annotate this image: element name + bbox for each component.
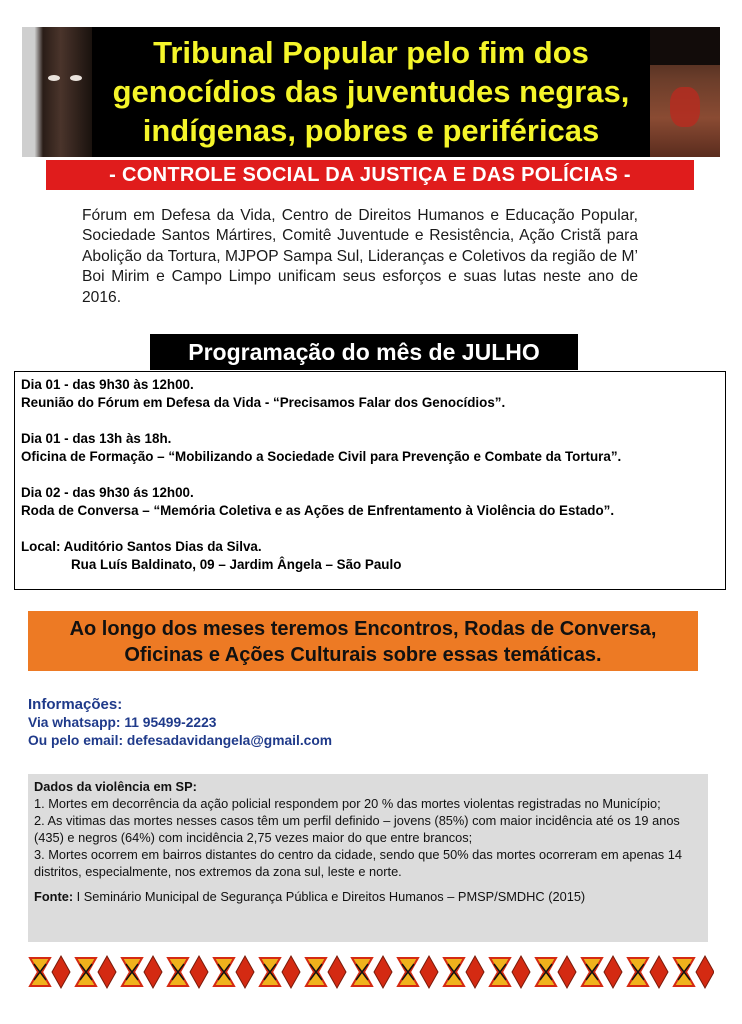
intro-paragraph: Fórum em Defesa da Vida, Centro de Direitos Humanos e Educação Popular, Sociedade Santos Mártires, Comitê Juventude e Resistência, Ação Cristã para Abolição da Tortura, MJPOP Sampa Sul, Lideranças e Coletivos da região de M’ Boi Mirim e Campo Limpo unificam seus esforços e suas lutas neste ano de 2016. bbox=[82, 207, 638, 306]
title-line-2: genocídios das juventudes negras, bbox=[112, 74, 630, 109]
schedule-box bbox=[14, 371, 726, 590]
pattern-shapes bbox=[30, 956, 714, 988]
pattern-diamond bbox=[98, 956, 116, 988]
pattern-diamond bbox=[650, 956, 668, 988]
source-label: Fonte: bbox=[34, 889, 74, 904]
event-item bbox=[21, 430, 719, 466]
highlight-line-1: Ao longo dos meses teremos Encontros, Rodas de Conversa, bbox=[69, 618, 657, 640]
event-address: Rua Luís Baldinato, 09 – Jardim Ângela – São Paulo bbox=[71, 557, 402, 572]
email-contact[interactable]: Ou pelo email: defesadavidangela@gmail.com bbox=[28, 733, 333, 748]
page-title bbox=[92, 33, 650, 150]
data-item-3: 3. Mortes ocorrem em bairros distantes do centro da cidade, sendo que 50% das mortes ocorreram em apenas 14 distritos, especialmente, nos extremos da zona sul, leste e norte. bbox=[34, 847, 682, 879]
program-title: Programação do mês de JULHO bbox=[150, 334, 578, 370]
pattern-diamond bbox=[144, 956, 162, 988]
pattern-diamond bbox=[282, 956, 300, 988]
subtitle-bar: - CONTROLE SOCIAL DA JUSTIÇA E DAS POLÍCIAS - bbox=[46, 160, 694, 190]
pattern-diamond bbox=[328, 956, 346, 988]
event-time: Dia 01 - das 13h às 18h. bbox=[21, 431, 172, 446]
event-item bbox=[21, 484, 719, 520]
pattern-diamond bbox=[420, 956, 438, 988]
portrait-left-image bbox=[22, 27, 92, 157]
title-line-1: Tribunal Popular pelo fim dos bbox=[153, 35, 589, 70]
decorative-pattern bbox=[24, 952, 714, 992]
contact-info bbox=[28, 696, 332, 750]
pattern-diamond bbox=[52, 956, 70, 988]
pattern-diamond bbox=[604, 956, 622, 988]
pattern-diamond bbox=[466, 956, 484, 988]
pattern-diamond bbox=[558, 956, 576, 988]
whatsapp-contact: Via whatsapp: 11 95499-2223 bbox=[28, 715, 217, 730]
event-description: Oficina de Formação – “Mobilizando a Sociedade Civil para Prevenção e Combate da Tortura”. bbox=[21, 449, 622, 464]
event-description: Reunião do Fórum em Defesa da Vida - “Precisamos Falar dos Genocídios”. bbox=[21, 395, 506, 410]
event-time: Dia 02 - das 9h30 ás 12h00. bbox=[21, 485, 194, 500]
event-description: Roda de Conversa – “Memória Coletiva e as Ações de Enfrentamento à Violência do Estado”. bbox=[21, 503, 615, 518]
data-title: Dados da violência em SP: bbox=[34, 779, 197, 794]
data-item-2: 2. As vitimas das mortes nesses casos têm um perfil definido – jovens (85%) com maior incidência até os 19 anos (435) e negros (64%) com incidência 2,75 vezes maior do que entre brancos; bbox=[34, 813, 680, 845]
event-time: Dia 01 - das 9h30 às 12h00. bbox=[21, 377, 194, 392]
data-item-1: 1. Mortes em decorrência da ação policial respondem por 20 % das mortes violentas registradas no Município; bbox=[34, 796, 661, 811]
pattern-diamond bbox=[696, 956, 714, 988]
event-item bbox=[21, 376, 719, 412]
source-text: I Seminário Municipal de Segurança Pública e Direitos Humanos – PMSP/SMDHC (2015) bbox=[73, 889, 586, 904]
violence-data-box bbox=[28, 774, 708, 942]
pattern-diamond bbox=[190, 956, 208, 988]
highlight-box bbox=[28, 611, 698, 671]
pattern-diamond bbox=[512, 956, 530, 988]
title-line-3: indígenas, pobres e periféricas bbox=[142, 113, 600, 148]
highlight-line-2: Oficinas e Ações Culturais sobre essas temáticas. bbox=[124, 644, 602, 666]
event-location: Local: Auditório Santos Dias da Silva. bbox=[21, 539, 262, 554]
pattern-diamond bbox=[374, 956, 392, 988]
header-banner bbox=[22, 27, 720, 157]
pattern-diamond bbox=[236, 956, 254, 988]
source-citation bbox=[34, 888, 702, 905]
portrait-right-image bbox=[650, 27, 720, 157]
contact-title: Informações: bbox=[28, 696, 123, 713]
